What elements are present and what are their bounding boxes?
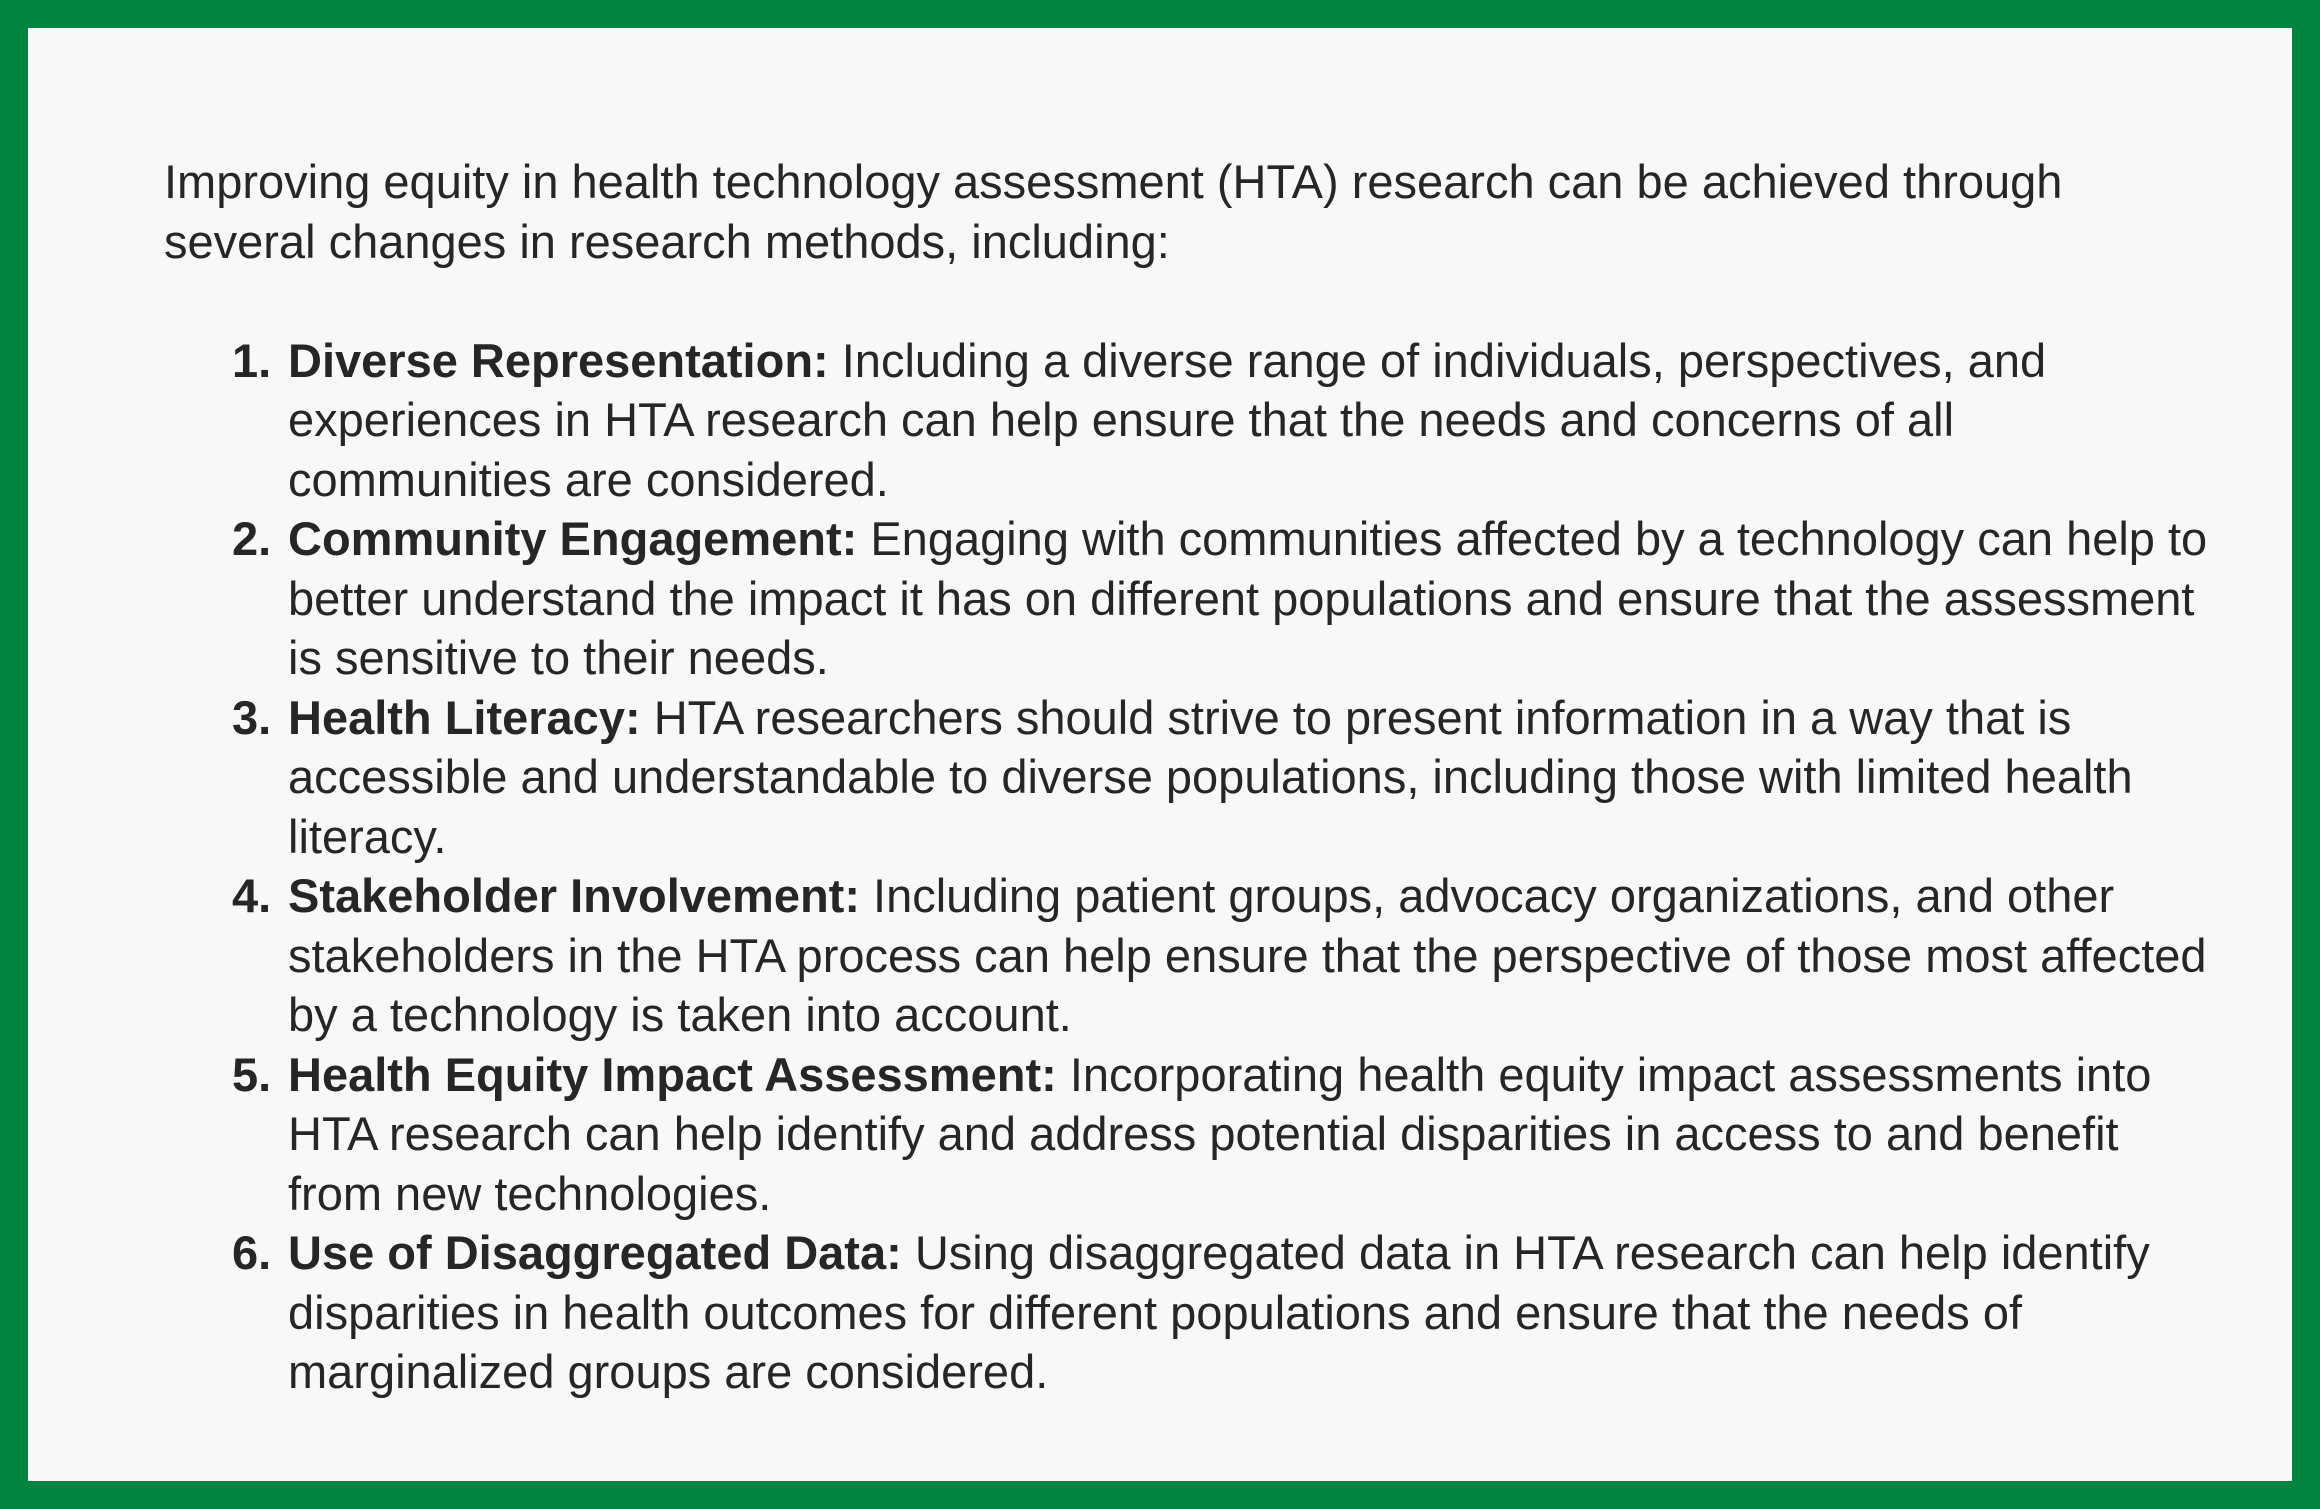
list-item-number: 1. xyxy=(232,333,272,387)
list-item xyxy=(164,688,2224,867)
list-item-text: Engaging with communities affected by a technology can help to better understand the impact it has on different populations and ensure that the assessment is sensitive to their needs. xyxy=(288,512,2208,684)
list-item xyxy=(164,866,2224,1045)
list-item xyxy=(164,1045,2224,1224)
intro-paragraph: Improving equity in health technology assessment (HTA) research can be achieved through several changes in research methods, including: xyxy=(164,155,2063,268)
list-item-number: 2. xyxy=(232,512,272,565)
list-item xyxy=(164,1223,2224,1402)
list-item-term: Diverse Representation: xyxy=(288,333,842,387)
document-content xyxy=(164,152,2224,1402)
list-item-term: Use of Disaggregated Data: xyxy=(288,1226,915,1279)
list-item xyxy=(164,509,2224,688)
list-item-term: Community Engagement: xyxy=(288,512,871,565)
list-item-text: HTA researchers should strive to present information in a way that is accessible and understandable to diverse populations, including those with limited health literacy. xyxy=(288,690,2133,863)
list-item-text: Incorporating health equity impact assessments into HTA research can help identify and address potential disparities in access to and benefit from new technologies. xyxy=(288,1047,2152,1220)
list-item-text: Including a diverse range of individuals, perspectives, and experiences in HTA research can help ensure that the needs and concerns of all communities are considered. xyxy=(288,333,2047,506)
list-item-number: 6. xyxy=(232,1226,272,1279)
list-item-text: Including patient groups, advocacy organizations, and other stakeholders in the HTA process can help ensure that the perspective of those most affected by a technology is taken into account. xyxy=(288,869,2207,1041)
list-item-number: 5. xyxy=(232,1047,272,1101)
recommendation-list xyxy=(164,331,2224,1402)
list-item-number: 4. xyxy=(232,869,272,922)
list-item-text: Using disaggregated data in HTA research can help identify disparities in health outcomes for different populations and ensure that the needs of marginalized groups are considered. xyxy=(288,1226,2150,1398)
list-item-term: Health Equity Impact Assessment: xyxy=(288,1047,1070,1101)
list-item xyxy=(164,331,2224,510)
list-item-number: 3. xyxy=(232,690,272,744)
list-item-term: Stakeholder Involvement: xyxy=(288,869,874,922)
list-item-term: Health Literacy: xyxy=(288,690,654,744)
